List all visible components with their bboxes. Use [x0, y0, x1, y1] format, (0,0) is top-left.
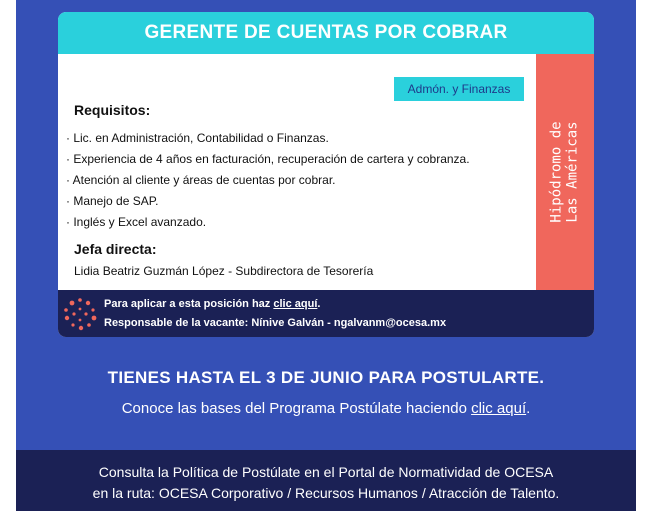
program-prefix: Conoce las bases del Programa Postúlate haciendo — [121, 400, 472, 417]
job-card — [58, 12, 594, 337]
policy-text — [16, 462, 636, 504]
requirement-item: · Atención al cliente y áreas de cuentas por cobrar. — [66, 173, 336, 187]
venue-label: Hipódromo de Las Américas — [549, 121, 581, 223]
boss-heading: Jefa directa: — [74, 241, 157, 257]
policy-line-1: Consulta la Política de Postúlate en el Portal de Normatividad de OCESA — [98, 464, 554, 480]
program-line — [16, 400, 636, 417]
program-link[interactable]: clic aquí — [471, 400, 527, 417]
apply-line — [104, 298, 320, 310]
department-tag: Admón. y Finanzas — [394, 77, 524, 101]
job-title: GERENTE DE CUENTAS POR COBRAR — [58, 12, 594, 54]
requirements-list — [66, 128, 470, 233]
policy-bar — [16, 450, 636, 511]
apply-link[interactable]: clic aquí — [273, 298, 318, 310]
dots-burst-icon — [62, 296, 98, 332]
apply-suffix: . — [317, 298, 321, 310]
job-details — [58, 54, 594, 290]
venue-strip — [536, 54, 594, 290]
requirement-item: · Manejo de SAP. — [66, 194, 159, 208]
requirement-item: · Lic. en Administración, Contabilidad o Finanzas. — [66, 131, 329, 145]
apply-prefix: Para aplicar a esta posición haz — [104, 298, 274, 310]
requirements-heading: Requisitos: — [74, 102, 151, 118]
boss-name: Lidia Beatriz Guzmán López - Subdirectora de Tesorería — [74, 264, 374, 278]
deadline-notice: TIENES HASTA EL 3 DE JUNIO PARA POSTULARTE. — [107, 368, 545, 387]
vacancy-contact: Responsable de la vacante: Nínive Galván - ngalvanm@ocesa.mx — [104, 317, 447, 329]
program-suffix: . — [526, 400, 531, 417]
requirement-item: · Experiencia de 4 años en facturación, recuperación de cartera y cobranza. — [66, 152, 470, 166]
policy-line-2: en la ruta: OCESA Corporativo / Recursos Humanos / Atracción de Talento. — [92, 485, 560, 501]
job-posting-page — [16, 0, 636, 511]
requirement-item: · Inglés y Excel avanzado. — [66, 215, 207, 229]
apply-footer — [58, 290, 594, 337]
